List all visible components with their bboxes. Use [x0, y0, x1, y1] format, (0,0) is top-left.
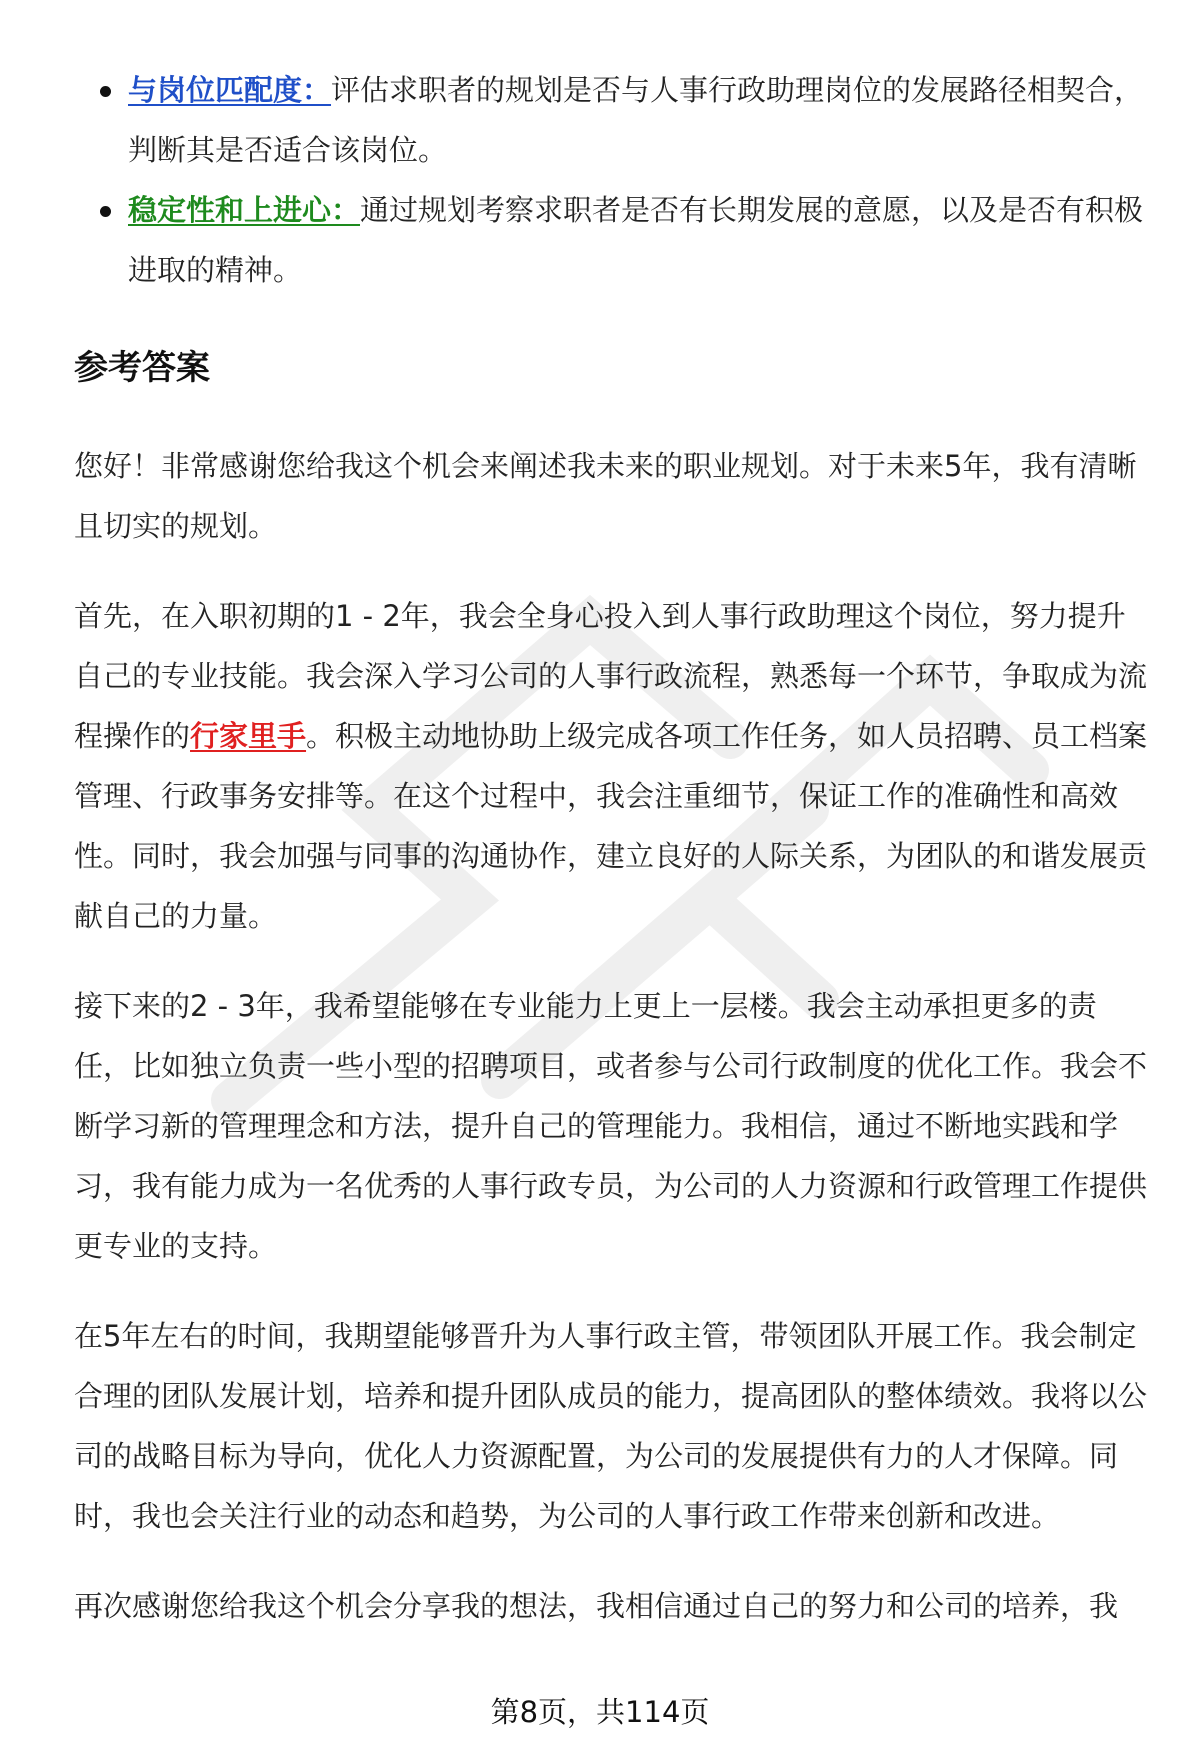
- paragraph-intro: 您好！非常感谢您给我这个机会来阐述我未来的职业规划。对于未来5年，我有清晰且切实的规划。: [74, 449, 1137, 543]
- answer-body: [74, 436, 1154, 1666]
- paragraph-stage-one: [74, 586, 1154, 946]
- list-item: [74, 60, 1154, 180]
- bullet-dot-icon: [100, 206, 111, 217]
- criteria-text: 通过规划考察求职者是否有长期发展的意愿，以及是否有积极进取的精神。: [128, 193, 1144, 287]
- section-heading: 参考答案: [74, 348, 210, 388]
- paragraph-text: 。积极主动地协助上级完成各项工作任务，如人员招聘、员工档案管理、行政事务安排等。在这个过程中，我会注重细节，保证工作的准确性和高效性。同时，我会加强与同事的沟通协作，建立良好的人际关系，为团队的和谐发展贡献自己的力量。: [74, 719, 1148, 933]
- criteria-term: 稳定性和上进心：: [128, 193, 361, 227]
- criteria-term: 与岗位匹配度：: [128, 73, 332, 107]
- list-item: [74, 180, 1154, 300]
- criteria-text: 评估求职者的规划是否与人事行政助理岗位的发展路径相契合，判断其是否适合该岗位。: [128, 73, 1144, 167]
- bullet-dot-icon: [100, 86, 111, 97]
- page-number: 第8页，共114页: [490, 1695, 710, 1729]
- criteria-list: [74, 60, 1154, 300]
- paragraph-text: 首先，在入职初期的1 - 2年，我会全身心投入到人事行政助理这个岗位，努力提升自己的专业技能。我会深入学习公司的人事行政流程，熟悉每一个环节，争取成为流程操作的: [74, 599, 1148, 753]
- highlight-phrase: 行家里手: [190, 719, 307, 753]
- paragraph-stage-two: 接下来的2 - 3年，我希望能够在专业能力上更上一层楼。我会主动承担更多的责任，比如独立负责一些小型的招聘项目，或者参与公司行政制度的优化工作。我会不断学习新的管理理念和方法，提升自己的管理能力。我相信，通过不断地实践和学习，我有能力成为一名优秀的人事行政专员，为公司的人力资源和行政管理工作提供更专业的支持。: [74, 989, 1148, 1263]
- paragraph-stage-three: 在5年左右的时间，我期望能够晋升为人事行政主管，带领团队开展工作。我会制定合理的团队发展计划，培养和提升团队成员的能力，提高团队的整体绩效。我将以公司的战略目标为导向，优化人力资源配置，为公司的发展提供有力的人才保障。同时，我也会关注行业的动态和趋势，为公司的人事行政工作带来创新和改进。: [74, 1319, 1148, 1533]
- paragraph-closing: 再次感谢您给我这个机会分享我的想法，我相信通过自己的努力和公司的培养，我: [74, 1589, 1119, 1623]
